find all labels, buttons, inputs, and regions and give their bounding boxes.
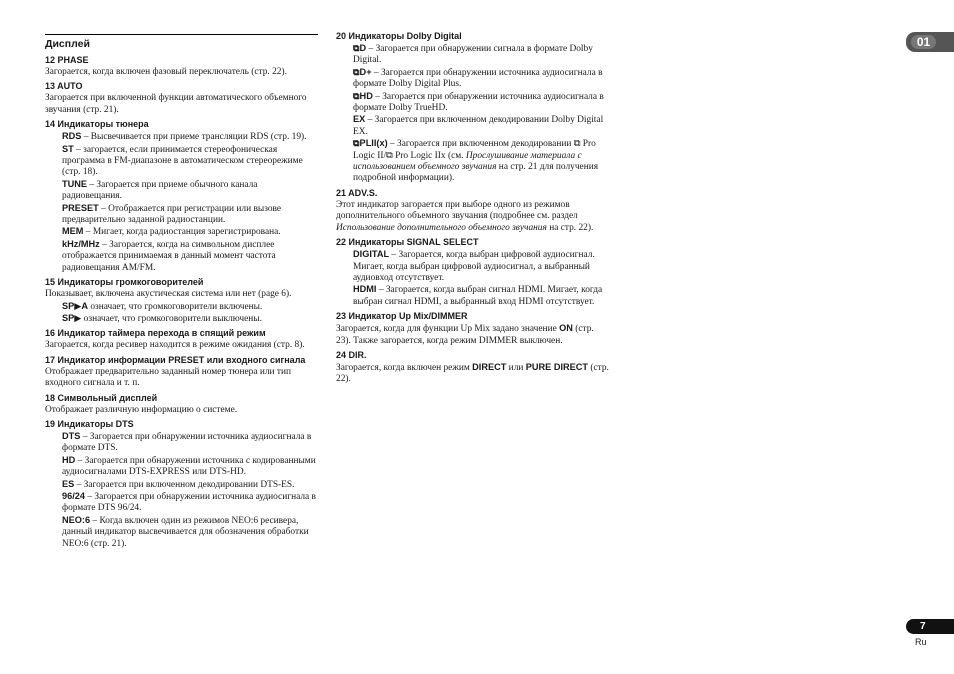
item-digital: DIGITAL – Загорается, когда выбран цифровой аудиосигнал. Мигает, когда выбран цифровой аудиосигнал, а выбранный аудиовход отсутствует.	[353, 249, 595, 283]
page-number: 7	[906, 619, 954, 634]
item-plii: ⧉PLII(x) – Загорается при включенном декодировании ⧉ Pro Logic II/⧉ Pro Logic IIx (см. Прослушивание материала с использованием объемного звучания на стр. 21 для получения подробной информации).	[353, 138, 599, 184]
chapter-tab	[906, 32, 954, 52]
item-spa: SP▶A означает, что громкоговорители включены.	[62, 300, 263, 312]
heading-18: 18 Символьный дисплей	[45, 392, 158, 403]
item-sp: SP▶ означает, что громкоговорители выключены.	[62, 312, 262, 324]
item-dd: ⧉D – Загорается при обнаружении сигнала в формате Dolby Digital.	[353, 43, 593, 66]
item-rds: RDS – Высвечивается при приеме трансляции RDS (стр. 19).	[62, 131, 307, 143]
text-23: Загорается, когда для функции Up Mix задано значение ON (стр. 23). Также загорается, когда режим DIMMER выключен.	[336, 323, 594, 346]
text-18: Отображает различную информацию о системе.	[45, 404, 238, 415]
item-9624: 96/24 – Загорается при обнаружении источника аудиосигнала в формате DTS 96/24.	[62, 490, 316, 514]
heading-21: 21 ADV.S.	[336, 187, 378, 198]
heading-23: 23 Индикатор Up Mix/DIMMER	[336, 311, 468, 322]
item-preset: PRESET – Отображается при регистрации или вызове предварительно заданной радиостанции.	[62, 202, 282, 226]
text-15: Показывает, включена акустическая система или нет (page 6).	[45, 289, 292, 300]
right-column	[336, 28, 610, 386]
item-dts: DTS – Загорается при обнаружении источника аудиосигнала в формате DTS.	[62, 430, 312, 454]
item-ddplus: ⧉D+ – Загорается при обнаружении источника аудиосигнала в формате Dolby Digital Plus.	[353, 66, 603, 90]
item-hd: HD – Загорается при обнаружении источника с кодированными аудиосигналами DTS-EXPRESS или DTS-HD.	[62, 454, 316, 478]
item-hdmi: HDMI – Загорается, когда выбран сигнал HDMI. Мигает, когда выбран сигнал HDMI, а выбранный вход HDMI отсутствует.	[353, 284, 603, 307]
text-24: Загорается, когда включен режим DIRECT или PURE DIRECT (стр. 22).	[336, 361, 609, 385]
item-khz: kHz/MHz – Загорается, когда на символьном дисплее отображается принимаемая в данный момент частота радиовещания AM/FM.	[62, 238, 276, 273]
heading-15: 15 Индикаторы громкоговорителей	[45, 277, 204, 288]
item-es: ES – Загорается при включенном декодировании DTS-ES.	[62, 478, 295, 490]
chapter-number: 01	[911, 35, 936, 49]
language-label: Ru	[915, 637, 927, 647]
section-title: Дисплей	[45, 34, 318, 50]
heading-14: 14 Индикаторы тюнера	[45, 119, 149, 130]
text-21: Этот индикатор загорается при выборе одного из режимов дополнительного объемного звучания (подробнее см. раздел Использование дополнительного объемного звучания на стр. 22).	[336, 199, 594, 233]
heading-24: 24 DIR.	[336, 349, 367, 360]
heading-22: 22 Индикаторы SIGNAL SELECT	[336, 237, 479, 248]
item-mem: MEM – Мигает, когда радиостанция зарегистрирована.	[62, 226, 281, 238]
item-ddhd: ⧉HD – Загорается при обнаружении источника аудиосигнала в формате Dolby TrueHD.	[353, 90, 604, 114]
heading-12: 12 PHASE	[45, 55, 89, 65]
text-13: Загорается при включенной функции автоматического объемного звучания (стр. 21).	[45, 93, 307, 115]
heading-13: 13 AUTO	[45, 81, 83, 92]
heading-16: 16 Индикатор таймера перехода в спящий режим	[45, 328, 266, 339]
text-17: Отображает предварительно заданный номер тюнера или тип входного сигнала и т. п.	[45, 366, 292, 389]
heading-17: 17 Индикатор информации PRESET или входного сигнала	[45, 354, 306, 365]
left-column	[45, 52, 319, 550]
heading-19: 19 Индикаторы DTS	[45, 418, 134, 429]
item-ex: EX – Загорается при включенном декодировании Dolby Digital EX.	[353, 114, 604, 137]
item-st: ST – загорается, если принимается стереофоническая программа в FM-диапазоне в автоматическом стереорежиме (стр. 18).	[62, 143, 303, 178]
text-16: Загорается, когда ресивер находится в режиме ожидания (стр. 8).	[45, 340, 305, 351]
text-12: Загорается, когда включен фазовый переключатель (стр. 22).	[45, 67, 287, 77]
item-neo6: NEO:6 – Когда включен один из режимов NEO:6 ресивера, данный индикатор высвечивается для обозначения обработки NEO:6 (стр. 21).	[62, 514, 309, 549]
item-tune: TUNE – Загорается при приеме обычного канала радиовещания.	[62, 178, 258, 202]
heading-20: 20 Индикаторы Dolby Digital	[336, 31, 462, 41]
